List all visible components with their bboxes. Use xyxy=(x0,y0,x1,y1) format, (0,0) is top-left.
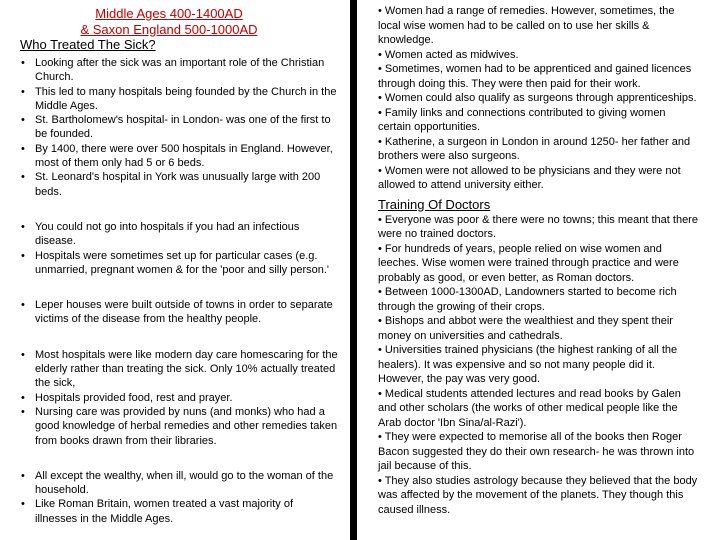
bullet-group-infectious xyxy=(20,220,338,277)
list-item: • Hospitals were sometimes set up for particular cases (e.g. unmarried, pregnant women & for the 'poor and silly person.' xyxy=(20,249,338,278)
right-column xyxy=(378,4,700,517)
women-paragraph: • Women could also qualify as surgeons through apprenticeships. xyxy=(378,92,697,104)
bullet-group-leper xyxy=(20,298,338,327)
who-treated-heading: Who Treated The Sick? xyxy=(20,37,156,52)
training-paragraph: • Between 1000-1300AD, Landowners started to become rich through the growing of their crops. xyxy=(378,286,677,313)
training-paragraph: • Universities trained physicians (the highest ranking of all the healers). It was expensive and so not many people did it. However, the pay was very good. xyxy=(378,344,678,385)
training-paragraph: • They also studies astrology because they believed that the body was affected by the movement of the planets. They though this caused illness. xyxy=(378,474,698,516)
training-paragraph: • For hundreds of years, people relied on wise women and leeches. Wise women were trained through practice and were probably as good, or even better, as Roman doctors. xyxy=(378,242,679,284)
training-paragraph: • Bishops and abbot were the wealthiest and they spent their money on universities and cathedrals. xyxy=(378,315,673,342)
women-section xyxy=(378,4,700,193)
list-item: • By 1400, there were over 500 hospitals in England. However, most of them only had 5 or 6 beds. xyxy=(20,142,338,171)
list-item: • This led to many hospitals being founded by the Church in the Middle Ages. xyxy=(20,85,338,114)
list-item: • Like Roman Britain, women treated a vast majority of illnesses in the Middle Ages. xyxy=(20,497,338,526)
training-paragraph: • Everyone was poor & there were no towns; this meant that there were no trained doctors. xyxy=(378,213,698,240)
left-column xyxy=(20,6,338,526)
women-paragraph: • Family links and connections contributed to giving women certain opportunities. xyxy=(378,106,666,133)
women-paragraph: • Women acted as midwives. xyxy=(378,48,519,61)
list-item: • St. Bartholomew's hospital- in London- was one of the first to be founded. xyxy=(20,113,338,142)
women-paragraph: • Women had a range of remedies. However, sometimes, the local wise women had to be called on to use her skills & knowledge. xyxy=(378,5,675,46)
bullet-group-care-homes xyxy=(20,348,338,448)
list-item: • Leper houses were built outside of towns in order to separate victims of the disease from the healthy people. xyxy=(20,298,338,327)
training-section xyxy=(378,213,700,518)
bullet-group-church-hospitals xyxy=(20,56,338,199)
list-item: • Most hospitals were like modern day care homescaring for the elderly rather than treating the sick. Only 10% actually treated the sick, xyxy=(20,348,338,391)
list-item: • Looking after the sick was an important role of the Christian Church. xyxy=(20,56,338,85)
training-paragraph: • They were expected to memorise all of the books then Roger Bacon suggested they do their own research- he was thrown into jail because of this. xyxy=(378,431,695,472)
list-item: • St. Leonard's hospital in York was unusually large with 200 beds. xyxy=(20,170,338,199)
list-item: • Nursing care was provided by nuns (and monks) who had a good knowledge of herbal remedies and other remedies taken from books drawn from their libraries. xyxy=(20,405,338,448)
women-paragraph: • Katherine, a surgeon in London in around 1250- her father and brothers were also surgeons. xyxy=(378,135,691,162)
list-item: • All except the wealthy, when ill, would go to the woman of the household. xyxy=(20,469,338,498)
list-item: • Hospitals provided food, rest and prayer. xyxy=(20,391,338,405)
period-heading-line-2: & Saxon England 500-1000AD xyxy=(80,21,258,37)
training-heading: Training Of Doctors xyxy=(378,196,491,212)
training-paragraph: • Medical students attended lectures and read books by Galen and other scholars (the works of other medical people like the Arab doctor 'Ibn Sina/al-Razi'). xyxy=(378,387,681,429)
women-paragraph: • Sometimes, women had to be apprenticed and gained licences through doing this. They were then paid for their work. xyxy=(378,63,692,90)
list-item: • You could not go into hospitals if you had an infectious disease. xyxy=(20,220,338,249)
period-heading-line-1: Middle Ages 400-1400AD xyxy=(95,6,243,21)
column-divider xyxy=(350,0,357,540)
bullet-group-women xyxy=(20,469,338,526)
women-paragraph: • Women were not allowed to be physicians and they were not allowed to attend university either. xyxy=(378,164,681,191)
